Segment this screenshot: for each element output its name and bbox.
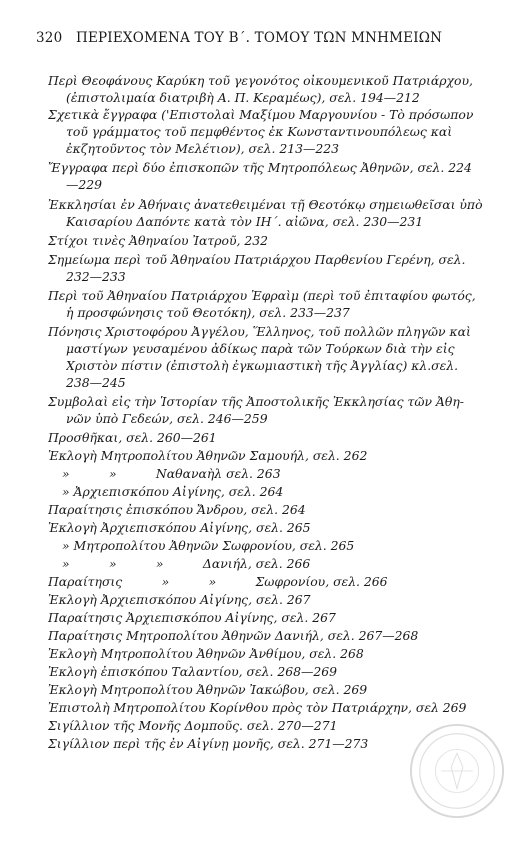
toc-line: Σιγίλλιον περὶ τῆς ἐν Αἰγίνῃ μονῆς, σελ. 271—273 xyxy=(48,736,369,751)
toc-line: (ἐπιστολιμαία διατριβὴ Α. Π. Κεραμέως), σελ. 194—212 xyxy=(66,90,420,105)
toc-line: Προσθῆκαι, σελ. 260—261 xyxy=(48,430,217,445)
toc-line: » Μητροπολίτου Ἀθηνῶν Σωφρονίου, σελ. 265 xyxy=(62,538,355,553)
toc-line: ἐκζητοῦντος τὸν Μελέτιον), σελ. 213—223 xyxy=(66,141,340,156)
toc-line: ἡ προσφώνησις τοῦ Θεοτόκη), σελ. 233—237 xyxy=(66,305,350,320)
page-header xyxy=(36,30,496,46)
toc-line: Ἐκλογὴ ἐπισκόπου Ταλαντίου, σελ. 268—269 xyxy=(48,664,338,679)
toc-line: Ἐκλογὴ Ἀρχιεπισκόπου Αἰγίνης, σελ. 267 xyxy=(48,592,311,607)
toc-line: Περὶ τοῦ Ἀθηναίου Πατριάρχου Ἐφραὶμ (περὶ τοῦ ἐπιταφίου φωτός, xyxy=(48,288,476,303)
toc-line: Συμβολαὶ εἰς τὴν Ἱστορίαν τῆς Ἀποστολικῆς Ἐκκλησίας τῶν Ἀθη- xyxy=(48,394,464,409)
toc-line: Παραίτησις ἐπισκόπου Ἄνδρου, σελ. 264 xyxy=(48,502,306,517)
running-title: ΠΕΡΙΕΧΟΜΕΝΑ ΤΟΥ Β΄. ΤΟΜΟΥ ΤΩΝ ΜΝΗΜΕΙΩΝ xyxy=(76,30,443,46)
toc-line: Παραίτησις Μητροπολίτου Ἀθηνῶν Δανιήλ, σελ. 267—268 xyxy=(48,628,419,643)
toc-line: Σημείωμα περὶ τοῦ Ἀθηναίου Πατριάρχου Παρθενίου Γερένη, σελ. xyxy=(48,252,466,267)
toc-line: » » » Δανιήλ, σελ. 266 xyxy=(62,556,311,571)
toc-line: μαστίγων γευσαμένου ἀδίκως παρὰ τῶν Τούρκων διὰ τὴν εἰς xyxy=(66,341,455,356)
toc-line: Ἐκκλησίαι ἐν Ἀθήναις ἀνατεθειμέναι τῇ Θεοτόκῳ σημειωθεῖσαι ὑπὸ xyxy=(48,197,483,212)
toc-line: Πόνησις Χριστοφόρου Ἀγγέλου, Ἕλληνος, τοῦ πολλῶν πληγῶν καὶ xyxy=(48,324,471,339)
toc-line: Ἐκλογὴ Μητροπολίτου Ἀθηνῶν Σαμουήλ, σελ. 262 xyxy=(48,448,368,463)
toc-line: Περὶ Θεοφάνους Καρύκη τοῦ γεγονότος οἰκουμενικοῦ Πατριάρχου, xyxy=(48,73,473,88)
toc-line: νῶν ὑπὸ Γεδεών, σελ. 246—259 xyxy=(66,411,268,426)
toc-line: Σχετικὰ ἔγγραφα ('Επιστολαὶ Μαξίμου Μαργουνίου - Τὸ πρόσωπον xyxy=(48,107,474,122)
toc-line: Ἐπιστολὴ Μητροπολίτου Κορίνθου πρὸς τὸν Πατριάρχην, σελ 269 xyxy=(48,700,467,715)
toc-line: 232—233 xyxy=(66,269,126,284)
toc-line: Ἐκλογὴ Μητροπολίτου Ἀθηνῶν Ἰακώβου, σελ. 269 xyxy=(48,682,368,697)
toc-line: Παραίτησις » » Σωφρονίου, σελ. 266 xyxy=(48,574,388,589)
toc-line: Ἐκλογὴ Μητροπολίτου Ἀθηνῶν Ἀνθίμου, σελ. 268 xyxy=(48,646,364,661)
toc-line: Ἔγγραφα περὶ δύο ἐπισκοπῶν τῆς Μητροπόλεως Ἀθηνῶν, σελ. 224 xyxy=(48,160,472,175)
library-seal-watermark xyxy=(408,722,506,820)
toc-line: Ἐκλογὴ Ἀρχιεπισκόπου Αἰγίνης, σελ. 265 xyxy=(48,520,311,535)
toc-line: » » Ναθαναὴλ σελ. 263 xyxy=(62,466,281,481)
toc-line: Παραίτησις Ἀρχιεπισκόπου Αἰγίνης, σελ. 267 xyxy=(48,610,336,625)
toc-line: Καισαρίου Δαπόντε κατὰ τὸν ΙΗ΄. αἰῶνα, σελ. 230—231 xyxy=(66,214,424,229)
toc-line: Χριστὸν πίστιν (ἐπιστολὴ ἐγκωμιαστικὴ τῆς Ἀγγλίας) κλ.σελ. xyxy=(66,358,459,373)
toc-line: Σιγίλλιον τῆς Μονῆς Δομποῦς. σελ. 270—271 xyxy=(48,718,338,733)
toc-line: τοῦ γράμματος τοῦ πεμφθέντος ἐκ Κωνσταντινουπόλεως καὶ xyxy=(66,124,453,139)
toc-line: » Ἀρχιεπισκόπου Αἰγίνης, σελ. 264 xyxy=(62,484,284,499)
toc-line: 238—245 xyxy=(66,375,126,390)
toc-line: —229 xyxy=(66,177,103,192)
toc-line: Στίχοι τινὲς Ἀθηναίου Ἰατροῦ, 232 xyxy=(48,233,269,248)
page-number: 320 xyxy=(36,30,63,46)
